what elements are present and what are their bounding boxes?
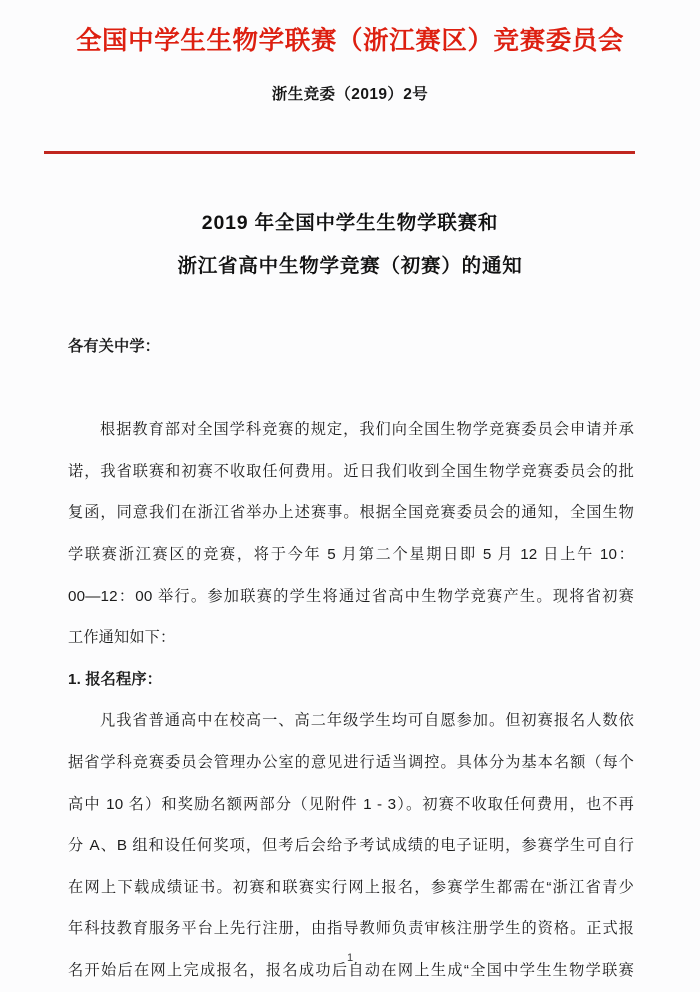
document-title-line-2: 浙江省高中生物学竞赛（初赛）的通知 <box>177 255 523 277</box>
page-number: 1 <box>346 952 354 964</box>
paragraph-1-line-2: 诺，我省联赛和初赛不收取任何费用。近日我们收到全国生物学竞赛委员会的批 <box>68 462 634 480</box>
section-1-line-4: 分 A、B 组和设任何奖项，但考后会给予考试成绩的电子证明，参赛学生可自行 <box>68 837 634 855</box>
paragraph-1-line-3: 复函，同意我们在浙江省举办上述赛事。根据全国竞赛委员会的通知，全国生物 <box>68 504 634 522</box>
paragraph-1-line-1: 根据教育部对全国学科竞赛的规定，我们向全国生物学竞赛委员会申请并承 <box>100 421 634 439</box>
salutation: 各有关中学： <box>68 338 161 355</box>
body-spacer-1 <box>68 368 634 410</box>
paragraph-1-line-6: 工作通知如下： <box>68 629 176 647</box>
section-1-line-7: 名开始后在网上完成报名，报名成功后自动在网上生成“全国中学生生物学联赛 <box>68 961 634 979</box>
section-1-heading: 1. 报名程序： <box>68 670 163 688</box>
section-1-line-3: 高中 10 名）和奖励名额两部分（见附件 1 - 3）。初赛不收取任何费用，也不再 <box>68 795 634 813</box>
red-divider-rule <box>44 151 635 154</box>
document-title <box>0 202 700 288</box>
section-1-line-1: 凡我省普通高中在校高一、高二年级学生均可自愿参加。但初赛报名人数依 <box>100 712 634 730</box>
document-body <box>68 326 634 992</box>
issuing-organization-title: 全国中学生生物学联赛（浙江赛区）竞赛委员会 <box>75 27 625 55</box>
section-1-line-5: 在网上下载成绩证书。初赛和联赛实行网上报名，参赛学生都需在“浙江省青少 <box>68 878 634 896</box>
section-1-line-2: 据省学科竞赛委员会管理办公室的意见进行适当调控。具体分为基本名额（每个 <box>68 753 634 771</box>
section-1-line-6: 年科技教育服务平台上先行注册，由指导教师负责审核注册学生的资格。正式报 <box>68 920 634 938</box>
letterhead <box>0 0 700 104</box>
paragraph-1-line-4: 学联赛浙江赛区的竞赛，将于今年 5 月第二个星期日即 5 月 12 日上午 10： <box>68 545 634 563</box>
document-title-line-1: 2019 年全国中学生生物学联赛和 <box>201 212 499 234</box>
document-number: 浙生竞委（2019）2号 <box>271 85 429 103</box>
paragraph-1-line-5: 00—12：00 举行。参加联赛的学生将通过省高中生物学竞赛产生。现将省初赛 <box>68 587 634 605</box>
